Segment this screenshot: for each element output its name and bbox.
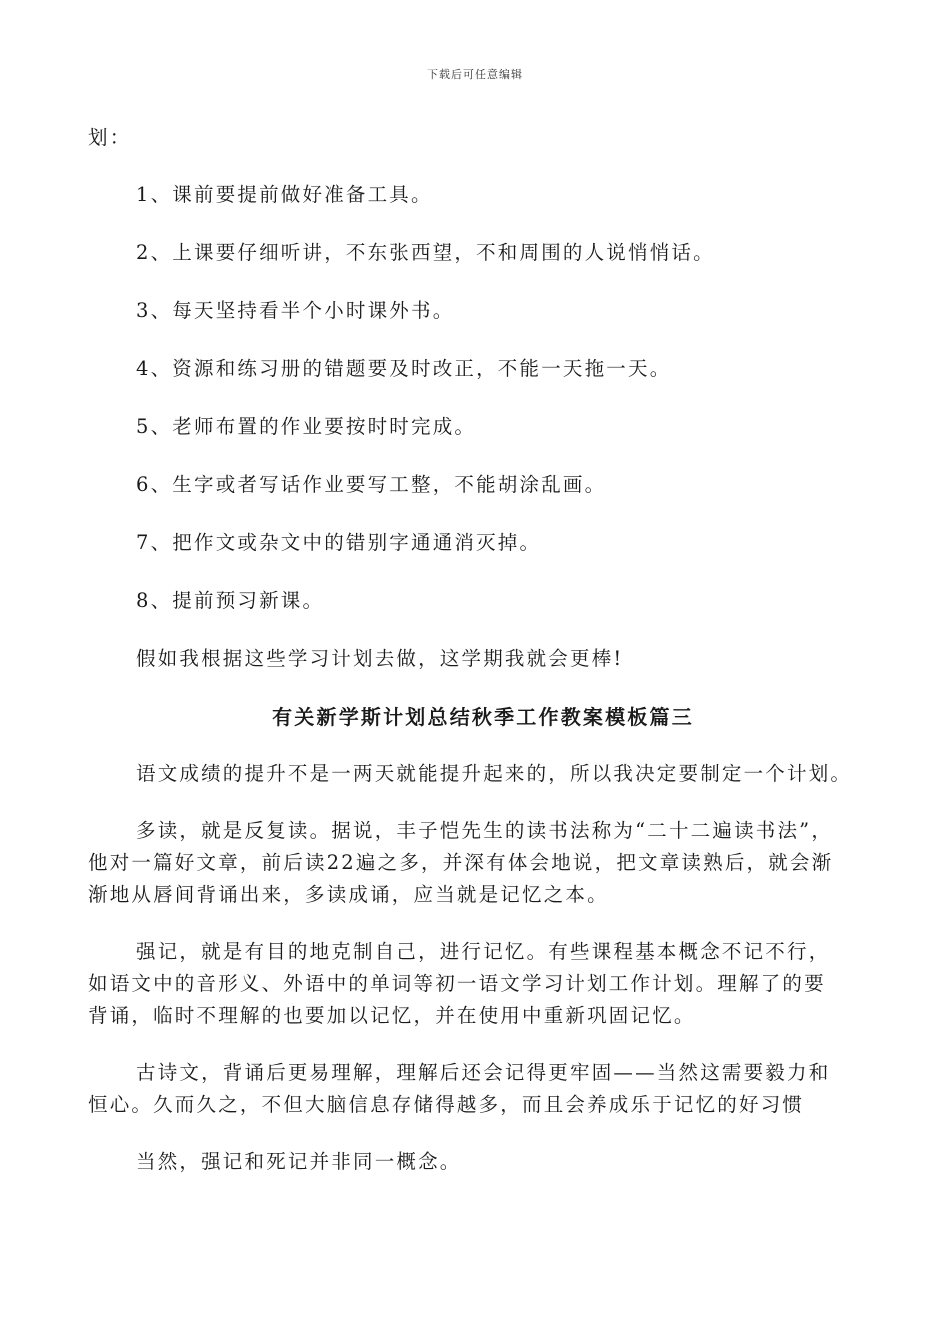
plan-list: [88, 179, 878, 617]
list-item: 4、资源和练习册的错题要及时改正，不能一天拖一天。: [136, 357, 672, 380]
list-item: 2、上课要仔细听讲，不东张西望，不和周围的人说悄悄话。: [136, 241, 715, 264]
header-note: 下载后可任意编辑: [427, 68, 523, 81]
paragraph-line: 多读，就是反复读。据说，丰子恺先生的读书法称为“二十二遍读书法”，: [136, 819, 834, 842]
list-item: 8、提前预习新课。: [136, 589, 325, 612]
list-item: 5、老师布置的作业要按时时完成。: [136, 415, 477, 438]
paragraph-line: 语文成绩的提升不是一两天就能提升起来的，所以我决定要制定一个计划。: [136, 762, 853, 785]
paragraph-line: 背诵，临时不理解的也要加以记忆，并在使用中重新巩固记忆。: [88, 1004, 696, 1027]
document-body: [88, 122, 878, 1203]
paragraph-line: 恒心。久而久之，不但大脑信息存储得越多，而且会养成乐于记忆的好习惯: [88, 1093, 805, 1116]
paragraph-line: 如语文中的音形义、外语中的单词等初一语文学习计划工作计划。理解了的要: [88, 972, 826, 995]
closing-text: 假如我根据这些学习计划去做，这学期我就会更棒!: [136, 647, 624, 670]
paragraph-line: 强记，就是有目的地克制自己，进行记忆。有些课程基本概念不记不行，: [136, 940, 831, 963]
paragraph-line: 渐地从唇间背诵出来，多读成诵，应当就是记忆之本。: [88, 883, 609, 906]
paragraph: [88, 1057, 878, 1121]
paragraph-line: 他对一篇好文章，前后读22遍之多，并深有体会地说，把文章读熟后，就会渐: [88, 851, 834, 874]
list-item: 1、课前要提前做好准备工具。: [136, 183, 433, 206]
paragraph: [88, 936, 878, 1032]
paragraph: [88, 758, 878, 790]
paragraph-line: 古诗文，背诵后更易理解，理解后还会记得更牢固——当然这需要毅力和: [136, 1061, 831, 1084]
lead-text: 划：: [88, 126, 132, 149]
section-title: 有关新学斯计划总结秋季工作教案模板篇三: [272, 705, 694, 729]
paragraph-line: 当然，强记和死记并非同一概念。: [136, 1150, 462, 1173]
paragraph: [88, 1146, 878, 1178]
paragraph: [88, 815, 878, 911]
list-item: 7、把作文或杂文中的错别字通通消灭掉。: [136, 531, 542, 554]
list-item: 3、每天坚持看半个小时课外书。: [136, 299, 455, 322]
list-item: 6、生字或者写话作业要写工整，不能胡涂乱画。: [136, 473, 607, 496]
